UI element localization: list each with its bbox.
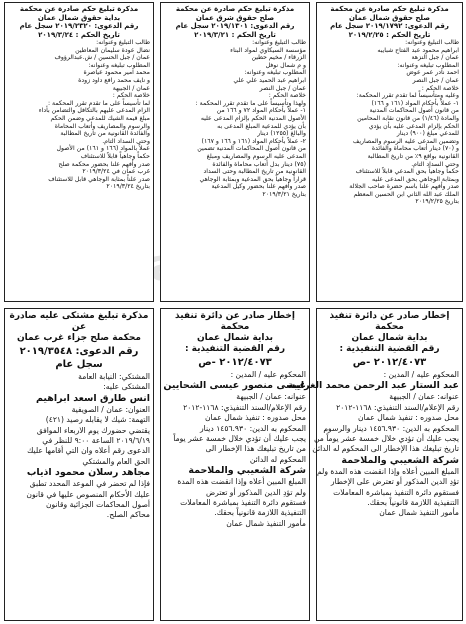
notice-text-line: وبمثابة الوجاهي بحق المدعى عليه	[372, 175, 459, 183]
party-name: شركة الشعيبي والملاحمة	[188, 465, 306, 477]
notice-header-line: رقم القضية التنفيذية :	[184, 344, 286, 354]
notice-header-line: رقم القضية التنفيذية :	[339, 344, 440, 354]
notice-text-line: المشتكي: النيابة العامة	[78, 372, 150, 381]
notice-text-line: و م شمال نوفل	[265, 61, 306, 69]
notice-text-line: والرسوم والمصاريف وأتعاب المحاماة	[54, 122, 150, 130]
notice-text-line: ٢٠١٩/٦/١٩ الساعة ٩:٠٠ للنظر في	[42, 436, 150, 446]
notice-text-line: أصول المحاكمات الجزائية وقانون	[45, 500, 150, 510]
notice-header-line: إخطار صادر عن دائرة تنفيذ محكمة	[175, 311, 295, 332]
notice-text-line: ١- عملاً بأحكام المواد ٧٢ و ١٦٦ من	[216, 107, 306, 115]
notice-text-line: محل صدوره : تنفيذ شمال عمان	[204, 413, 306, 423]
notice-text-line: بتاريخ ٢٠١٩/٢/٢٥	[415, 198, 459, 206]
notice-text-line: من قانون أصول المحاكمات المدنية تضمين	[197, 145, 306, 153]
notice-text-line: وتضمين المدعى عليه الرسوم والمصاريف	[352, 137, 459, 145]
notice-text-line: عليك الأحكام المنصوص عليها في قانون	[26, 489, 150, 499]
notice-text-line: صدر وأفهم علنا بحضور محكمة صلح	[58, 160, 150, 168]
notice-text-line: وحتى السداد التام.	[102, 137, 150, 145]
notice-text-line: حكماً وجاهياً قابلاً للاستئناف	[80, 152, 150, 160]
notice-text-line: فستقوم دائرة التنفيذ بمباشرة المعاملات	[333, 487, 459, 497]
notice-text-line: صدر علناً بمثابة الوجاهي قابل للاستئناف	[48, 175, 150, 183]
notice-text-line: صدر وأفهم علنا باسم حضرة صاحب الجلالة	[349, 183, 459, 191]
notice-text-line: مؤسسة السيكاوي لمواد البناء	[230, 46, 306, 54]
notice-text-line: المشتكى عليه:	[103, 382, 150, 392]
notice-text-line: المبلغ المبين أعلاه وإذا انقضت هذه المدة	[177, 477, 306, 487]
notice-text-line: و نايف محمد رافع داود زودة	[78, 76, 150, 84]
notice-header-line: بداية حقوق شمال عمان	[37, 13, 121, 22]
notice-header-line: تاريخ الحكم : ٢٠١٩/٣/٢٤	[38, 30, 120, 39]
notice-text-line: الحق العام والمشتكي	[82, 456, 150, 466]
notice-text-line: محل صدوره : تنفيذ شمال عمان	[357, 413, 459, 423]
notice-text-line: محمد امير محمود عياصرة	[83, 69, 150, 77]
notice-text-line: المحكوم عليه / المدين :	[383, 370, 459, 379]
party-name: عيسى منصور عيسى الشحايين	[163, 380, 306, 392]
notice-header-line: تاريخ الحكم : ٢٠١٩/٢/٢٥	[348, 30, 431, 39]
notice-header-line: بداية شمال عمان	[351, 333, 428, 343]
notice-text-line: العنوان: عمان / الصويفية	[71, 404, 150, 414]
notice-text-line: المحكوم به الدين: ١٤٥٦.٩٣٠ دينار	[200, 423, 306, 433]
notice-text-line: الحكم بإلزام المدعى عليه بأن يؤدي	[368, 122, 459, 130]
notice-text-line: قراراً وجاهياً بحق المدعية وبمثابة الوجاهي	[199, 175, 306, 183]
notice-text-line: رقم الإعلام/السند التنفيذي: ١١٦٨-٢٠١٢	[183, 402, 306, 412]
notice-text-line: تاريخ تبليغك هذا الإخطار الى المحكوم له الدائن	[312, 444, 459, 454]
notice-bottom-middle	[160, 308, 310, 621]
notice-text-line: عمان / جبل النزهة	[411, 54, 459, 62]
notice-text-line: حكماً وجاهياً بحق المدعي قابلاً للاستئناف	[355, 168, 459, 176]
notice-text-line: ولم تؤدِ الدين المذكور أو تعترض	[205, 487, 306, 497]
notice-text-line: بتاريخ ٢٠١٩/٣/٢٤	[106, 183, 150, 191]
party-name: شركة الشعيبي والملاحمة	[341, 454, 459, 466]
notice-text-line: صدر وأفهم علنا بحضور وكيل المدعية	[211, 183, 306, 191]
notice-header-line: مذكرة تبليغ مشتكى عليه صادرة عن	[9, 311, 149, 332]
notice-bottom-right	[287, 308, 463, 621]
notice-text-line: مأمور التنفيذ شمال عمان	[379, 508, 459, 518]
notice-text-line: عمان / الجبيهة	[112, 84, 150, 92]
notice-text-line: والبالغ (١٢٥٥) دينار	[257, 130, 306, 138]
notice-header-line: صلح حقوق شرق عمان	[195, 13, 275, 22]
notice-text-line: التنفيذية اللازمة قانونياً بحقك.	[214, 508, 306, 518]
notice-text-line: عمان / جبل النصر	[412, 76, 459, 84]
notice-text-line: التهمة: شيك لا يقابله رصيد (٤٢١)	[45, 415, 150, 425]
notice-text-line: طالب التبليغ وعنوانه:	[405, 39, 459, 46]
notice-header-line: مذكرة تبليغ حكم صادرة عن محكمة	[330, 5, 449, 13]
notice-text-line: ١- عملاً بأحكام المواد (١٦١ و ١٦٦)	[371, 99, 459, 107]
notice-text-line: القانونية من تاريخ المطالبة وحتى السداد	[203, 168, 306, 176]
notice-header-line: صلح حقوق شمال عمان	[348, 13, 431, 22]
notice-text-line: رقم الإعلام/السند التنفيذي: ١١٦٨-٢٠١٢	[336, 402, 459, 412]
notice-text-line: والفائدة القانونية من تاريخ المطالبة	[60, 130, 150, 138]
notice-header-line: إخطار صادر عن دائرة تنفيذ محكمة	[329, 311, 450, 332]
notice-text-line: الدعوى رقم أعلاه وان التي أقامها عليك	[27, 446, 150, 456]
notice-text-line: عنوانه: عمان / الجبيهة	[389, 392, 459, 402]
notice-header-line: رقم الدعوى: ٢٠١٩/١٣٠١ سجل عام	[175, 22, 295, 30]
notice-text-line: طالب التبليغ وعنوانه:	[252, 39, 306, 46]
notice-text-line: المدعى عليه الرسوم والمصاريف ومبلغ	[206, 152, 306, 160]
notice-text-line: الأصول المدنية الحكم بإلزام المدعى عليه	[200, 114, 306, 122]
notice-text-line: من تاريخ تبليغك هذا الإخطار الى	[205, 444, 306, 454]
notice-text-line: ابراهيم محمود عبد الفتاح شبايبه	[377, 46, 459, 54]
notice-text-line: طالب التبليغ وعنوانه:	[96, 39, 150, 46]
notice-text-line: مبلغ قيمة الشيك للمدعي وضمن الحكم	[50, 114, 150, 122]
notice-text-line: مأمور التنفيذ شمال عمان	[226, 518, 306, 528]
notice-text-line: المبلغ المبين أعلاه وإذا انقضت هذه المدة ولم	[316, 466, 459, 476]
notice-text-line: نضال عودة سليمان المعاطين	[75, 46, 150, 54]
notice-text-line: الملك عبد الله الثاني ابن الحسين المعظم	[353, 190, 459, 198]
notice-header-line: تاريخ الحكم : ٢٠١٩/٣/٢١	[194, 30, 276, 39]
notice-text-line: عملاً بالمواد (١٦٦ و ١٦١) من الأصول	[56, 145, 150, 153]
case-number: رقم الدعوى: ٢٠١٩/٣٥٤٨ سجل عام	[19, 346, 139, 370]
notice-text-line: المطلوب تبليغه وعنوانه:	[397, 61, 459, 69]
notice-text-line: خلاصة الحكم :	[112, 92, 150, 100]
notice-text-line: ٢- عملاً بأحكام المواد (١٦١ و ١٦٦ و ١٦٧)	[201, 137, 306, 145]
notice-text-line: غرب عمان في ٢٠١٩/٣/٢٤	[82, 168, 150, 176]
notice-bottom-left	[4, 308, 154, 621]
case-number: ٢٠١٢/٤٠٧٣ -ص	[198, 357, 272, 368]
notice-text-line: للمدعي مبلغ (٩٠٠) دينار	[396, 130, 459, 138]
notice-text-line: المطلوب تبليغه وعنوانه:	[88, 61, 150, 69]
notice-text-line: والمادة (١/٤٦) من قانون نقابة المحامين	[357, 114, 459, 122]
notice-text-line: فستقوم دائرة التنفيذ بمباشرة المعاملات	[180, 498, 306, 508]
notice-text-line: القانونية بواقع ٩٪ من تاريخ المطالبة	[367, 152, 459, 160]
notice-header-line: مذكرة تبليغ حكم صادرة عن محكمة	[19, 5, 139, 13]
notice-text-line: تؤدِ الدين المذكور أو تعترض على الإخطار	[330, 477, 459, 487]
notice-header-line: محكمة صلح جزاء غرب عمان	[17, 333, 141, 343]
notice-text-line: احمد نادر عمر عوض	[406, 69, 459, 77]
notice-header-line: بداية شمال عمان	[196, 333, 274, 343]
notice-header-line: مذكرة تبليغ حكم صادرة عن محكمة	[175, 5, 295, 13]
notice-text-line: المحكوم عليه / المدين :	[230, 370, 306, 379]
notice-text-line: و (٧٠) دينار أتعاب محاماة والفائدة	[371, 145, 459, 153]
notice-text-line: المطلوب تبليغه وعنوانه:	[244, 69, 306, 77]
notice-text-line: فإذا لم تحضر في الموعد المحدد تطبق	[29, 479, 150, 489]
notice-text-line: الزرقاء / مخيم حطين	[251, 54, 306, 62]
party-name: عبد الستار عبد الرحمن محمد الغرايبة	[287, 380, 459, 392]
notice-text-line: وعليه ومتأسيساً لما تقدم تقرر المحكمة:	[356, 92, 459, 100]
notice-text-line: بأن يؤدي للمدعية المبلغ المدعى به	[217, 122, 306, 130]
notice-text-line: يجب عليك أن تؤدي خلال خمسة عشر يوماً	[173, 434, 306, 444]
notice-text-line: بتاريخ ٢٠١٩/٣/٢١	[262, 190, 306, 198]
notice-text-line: المحكوم به الدين: ١٤٥٦.٩٣٠ دينار والرسوم	[323, 423, 459, 433]
case-number: ٢٠١٢/٤٠٧٣ -ص	[352, 357, 427, 368]
notice-text-line: التنفيذية اللازمة قانونياً بحقك.	[367, 498, 459, 508]
notice-text-line: يجب عليك أن تؤدي خلال خمسة عشر يوماً من	[313, 434, 459, 444]
notice-text-line: الزام المدعى عليهم بالتكافل والتضامن بأداء	[38, 107, 150, 115]
notice-top-middle	[160, 2, 310, 302]
notice-text-line: يقتضي حضورك يوم الاربعاء الموافق	[36, 425, 150, 435]
notice-text-line: المحكوم له الدائن	[249, 454, 306, 464]
party-name: انس طارق اسعد ابراهيم	[35, 392, 150, 404]
notice-text-line: ابراهيم عبد الحميد علي علي	[233, 76, 306, 84]
notice-text-line: عمان / جبل الحسين / ش.عبدالرؤوف	[54, 54, 150, 62]
notice-text-line: خلاصة الحكم :	[421, 84, 459, 92]
notice-text-line: محاكم الصلح.	[106, 510, 150, 520]
notice-text-line: خلاصة الحكم :	[268, 92, 306, 100]
notice-top-right	[316, 2, 463, 302]
notice-header-line: رقم الدعوى: ٢٠١٩/٢٣٢٠ سجل عام	[19, 22, 139, 30]
notice-text-line: لما تأسيساً على ما تقدم تقرر المحكمة :	[47, 99, 150, 107]
notice-text-line: وحتى السداد التام.	[411, 160, 459, 168]
notice-header-line: رقم الدعوى: ٢٠١٩/١٧٩٢ سجل عام	[330, 22, 449, 30]
notice-text-line: عنوانه: عمان / الجبيهة	[236, 392, 306, 402]
party-name: مجاهد رسلان محمود اذياب	[26, 467, 150, 479]
notice-text-line: من قانون أصول المحاكمات المدنية	[369, 107, 459, 115]
notice-text-line: (٧٥) دينار بدل أتعاب محاماة والفائدة	[212, 160, 306, 168]
notice-top-left	[4, 2, 154, 302]
notice-text-line: ولهذا وتأسيساً على ما تقدم تقرر المحكمة :	[195, 99, 306, 107]
notice-text-line: عمان / جبل النصر	[259, 84, 306, 92]
